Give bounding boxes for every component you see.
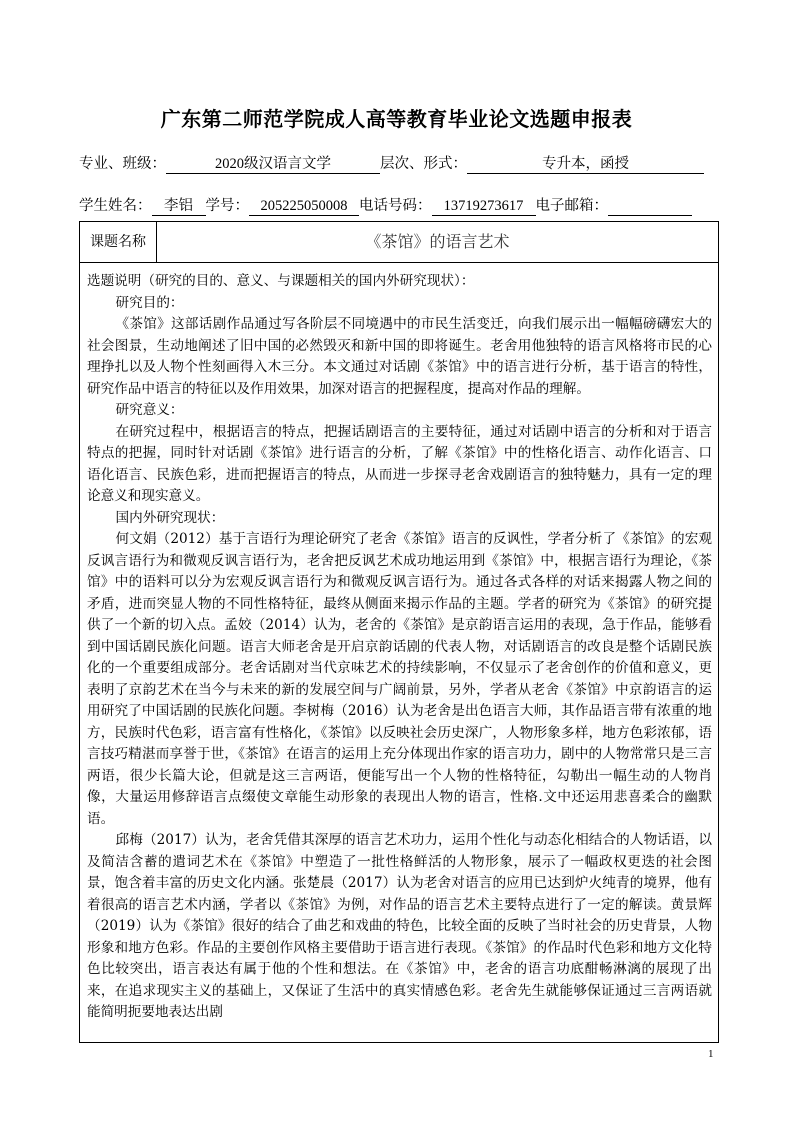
major-field[interactable]: 2020级汉语言文学	[166, 156, 380, 174]
name-field[interactable]: 李铝	[152, 198, 206, 216]
status-paragraph-2: 邱梅（2017）认为，老舍凭借其深厚的语言艺术功力，运用个性化与动态化相结合的人物话语，以及简洁含蓄的遣词艺术在《茶馆》中塑造了一批性格鲜活的人物形象，展示了一幅政权更迭的社会图景，饱含着丰富的历史文化内涵。张楚晨（2017）认为老舍对语言的应用已达到炉火纯青的境界，他有着很高的语言艺术内涵，学者以《茶馆》为例，对作品的语言艺术主要特点进行了一定的解读。黄景辉（2019）认为《茶馆》很好的结合了曲艺和戏曲的特色，比较全面的反映了当时社会的历史背景，人物形象和地方色彩。作品的主要创作风格主要借助于语言进行表现。《茶馆》的作品时代色彩和地方文化特色比较突出，语言表达有属于他的个性和想法。在《茶馆》中，老舍的语言功底酣畅淋漓的展现了出来，在追求现实主义的基础上，又保证了生活中的真实情感色彩。老舍先生就能够保证通过三言两语就能简明扼要地表达出剧	[87, 832, 712, 1020]
level-field[interactable]: 专升本，函授	[467, 156, 704, 174]
email-field[interactable]	[608, 198, 692, 216]
topic-label: 课题名称	[80, 222, 157, 262]
meaning-paragraph: 在研究过程中，根据语言的特点，把握话剧语言的主要特征，通过对话剧中语言的分析和对于语言特点的把握，同时针对话剧《茶馆》进行语言的分析，了解《茶馆》中的性格化语言、动作化语言、口语化语言、民族色彩，进而把握语言的特点，从而进一步探寻老舍戏剧语言的独特魅力，具有一定的理论意义和现实意义。	[87, 423, 712, 504]
phone-field[interactable]: 13719273617	[432, 198, 536, 216]
name-label: 学生姓名：	[79, 198, 152, 214]
status-heading: 国内外研究现状：	[115, 509, 225, 526]
topic-row	[80, 222, 718, 263]
meaning-heading: 研究意义：	[115, 402, 184, 418]
email-label: 电子邮箱：	[535, 198, 608, 214]
student-id-field[interactable]: 205225050008	[249, 198, 359, 216]
purpose-heading: 研究目的：	[115, 294, 184, 311]
level-label: 层次、形式：	[380, 156, 467, 172]
major-label: 专业、班级：	[79, 156, 166, 172]
id-label: 学号：	[205, 198, 249, 214]
page-number: 1	[708, 1048, 714, 1060]
application-table	[79, 221, 719, 1043]
student-info-line	[79, 194, 692, 216]
purpose-paragraph: 《茶馆》这部话剧作品通过写各阶层不同境遇中的市民生活变迁，向我们展示出一幅幅磅礴宏大的社会图景，生动地阐述了旧中国的必然毁灭和新中国的即将诞生。老舍用他独特的语言风格将市民的心理挣扎以及人物个性刻画得入木三分。本文通过对话剧《茶馆》中的语言进行分析，基于语言的特性，研究作品中语言的特征以及作用效果，加深对语言的把握程度，提高对作品的理解。	[87, 316, 712, 397]
status-paragraph-1: 何文娟（2012）基于言语行为理论研究了老舍《茶馆》语言的反讽性，学者分析了《茶馆》的宏观反讽言语行为和微观反讽言语行为，老舍把反讽艺术成功地运用到《茶馆》中，根据言语行为理论，《茶馆》中的语料可以分为宏观反讽言语行为和微观反讽言语行为。通过各式各样的对话来揭露人物之间的矛盾，进而突显人物的不同性格特征，最终从侧面来揭示作品的主题。学者的研究为《茶馆》的研究提供了一个新的切入点。孟姣（2014）认为，老舍的《茶馆》是京韵语言运用的表现，急于作品，能够看到中国话剧民族化问题。语言大师老舍是开启京韵话剧的代表人物，对话剧语言的改良是整个话剧民族化的一个重要组成部分。老舍话剧对当代京味艺术的持续影响，不仅显示了老舍创作的价值和意义，更表明了京韵艺术在当今与未来的新的发展空间与广阔前景，另外，学者从老舍《茶馆》中京韵语言的运用研究了中国话剧的民族化问题。李树梅（2016）认为老舍是出色语言大师，其作品语言带有浓重的地方，民族时代色彩，语言富有性格化，《茶馆》以反映社会历史深广，人物形象多样，地方色彩浓郁，语言技巧精湛而享誉于世，《茶馆》在语言的运用上充分体现出作家的语言功力，剧中的人物常常只是三言两语，很少长篇大论，但就是这三言两语，便能写出一个人物的性格特征，勾勒出一幅生动的人物肖像，大量运用修辞语言点缀使文章能生动形象的表现出人物的语言，性格.文中还运用悲喜柔合的幽默语。	[87, 531, 712, 827]
major-level-line	[79, 152, 704, 174]
description-intro: 选题说明（研究的目的、意义、与课题相关的国内外研究现状）：	[87, 273, 475, 289]
topic-field[interactable]: 《茶馆》的语言艺术	[365, 232, 510, 251]
topic-description	[87, 271, 712, 1024]
form-title: 广东第二师范学院成人高等教育毕业论文选题申报表	[160, 107, 633, 131]
phone-label: 电话号码：	[359, 198, 432, 214]
